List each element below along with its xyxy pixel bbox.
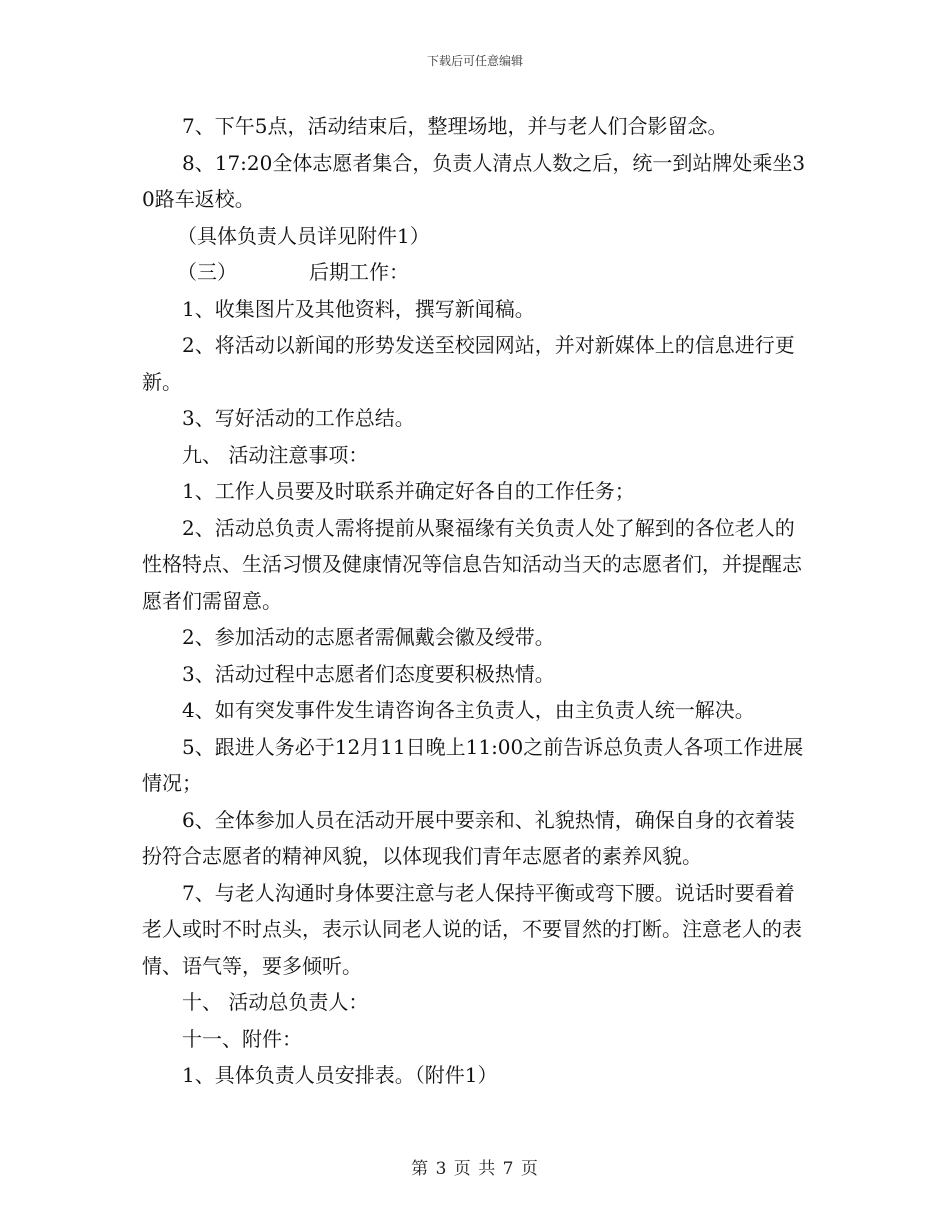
- page-header: 下载后可任意编辑: [426, 54, 523, 68]
- paragraph-note-appendix: （具体负责人员详见附件1）: [177, 223, 430, 248]
- paragraph-note-3: 3、活动过程中志愿者们态度要积极热情。: [182, 661, 555, 686]
- paragraph-appendix-1: 1、具体负责人员安排表。（附件1）: [182, 1063, 498, 1087]
- page-number-footer: 第 3 页 共 7 页: [411, 1159, 539, 1179]
- paragraph-note-2b: 2、参加活动的志愿者需佩戴会徽及绶带。: [182, 625, 555, 649]
- paragraph-note-4: 4、如有突发事件发生请咨询各主负责人，由主负责人统一解决。: [182, 698, 755, 722]
- paragraph-item-8: 8、17:20全体志愿者集合，负责人清点人数之后，统一到站牌处乘坐30路车返校。: [142, 150, 806, 211]
- section-heading-eleven: 十一、附件：: [182, 1026, 302, 1051]
- paragraph-note-7: 7、与老人沟通时身体要注意与老人保持平衡或弯下腰。说话时要看着老人或时不时点头，表示认同老人说的话，不要冒然的打断。注意老人的表情、语气等，要多倾听。: [142, 880, 802, 978]
- document-body: [142, 108, 812, 1094]
- paragraph-followup-3: 3、写好活动的工作总结。: [182, 406, 415, 430]
- section-title: 后期工作：: [309, 260, 409, 284]
- paragraph-item-7: 7、下午5点，活动结束后，整理场地，并与老人们合影留念。: [182, 114, 728, 138]
- section-number: （三）: [177, 260, 237, 284]
- paragraph-note-6: 6、全体参加人员在活动开展中要亲和、礼貌热情，确保自身的衣着装扮符合志愿者的精神风貌，以体现我们青年志愿者的素养风貌。: [142, 807, 795, 868]
- section-heading-nine: 九、 活动注意事项：: [182, 442, 369, 467]
- paragraph-note-5: 5、跟进人务必于12月11日晚上11:00之前告诉总负责人各项工作进展情况；: [142, 734, 804, 795]
- section-heading-three: [142, 254, 812, 291]
- paragraph-followup-2: 2、将活动以新闻的形势发送至校园网站，并对新媒体上的信息进行更新。: [142, 333, 795, 394]
- paragraph-note-1: 1、工作人员要及时联系并确定好各自的工作任务；: [182, 479, 635, 503]
- paragraph-followup-1: 1、收集图片及其他资料，撰写新闻稿。: [182, 296, 535, 321]
- paragraph-note-2a: 2、活动总负责人需将提前从聚福缘有关负责人处了解到的各位老人的性格特点、生活习惯及健康情况等信息告知活动当天的志愿者们，并提醒志愿者们需留意。: [142, 515, 802, 613]
- section-heading-ten: 十、 活动总负责人：: [182, 990, 369, 1014]
